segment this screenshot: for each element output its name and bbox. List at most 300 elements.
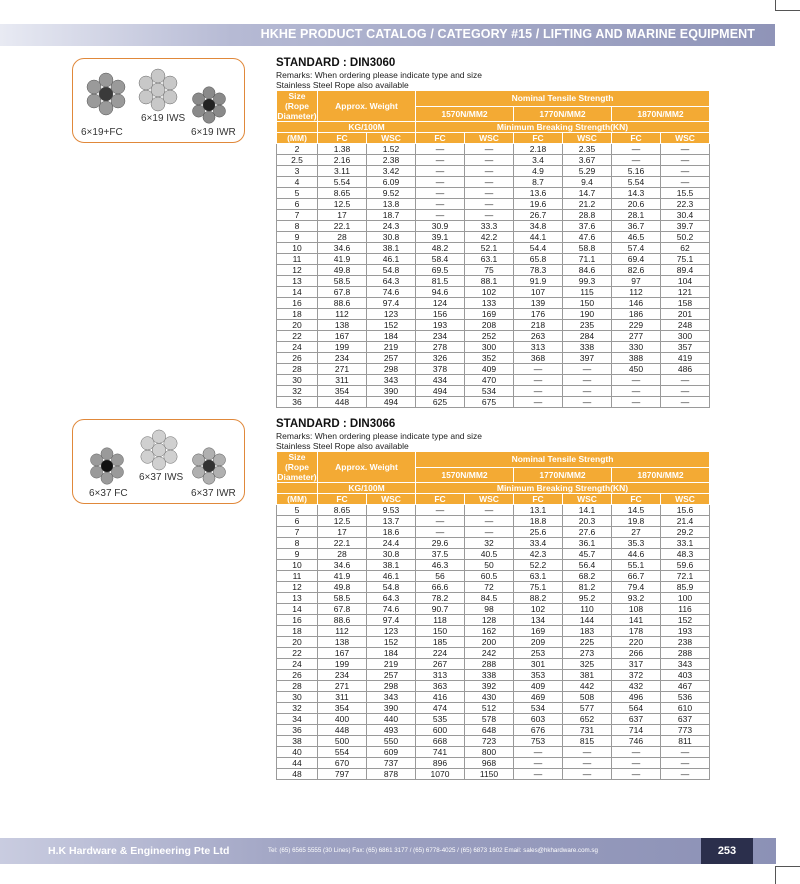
size-cell: 6 <box>277 516 318 527</box>
size-cell: 14 <box>277 287 318 298</box>
value-cell: 44.6 <box>612 549 661 560</box>
value-cell: — <box>465 210 514 221</box>
value-cell: 3.67 <box>563 155 612 166</box>
tensile-header: Nominal Tensile Strength <box>416 452 710 468</box>
value-cell: 112 <box>318 309 367 320</box>
value-cell: 34.6 <box>318 243 367 254</box>
value-cell: 338 <box>563 342 612 353</box>
value-cell: 508 <box>563 692 612 703</box>
table-row <box>277 769 710 780</box>
value-cell: 474 <box>416 703 465 714</box>
rope-type-label: 6×19 IWS <box>141 113 186 124</box>
value-cell: 609 <box>367 747 416 758</box>
value-cell: 317 <box>612 659 661 670</box>
size-header-blank <box>277 483 318 494</box>
table-row <box>277 670 710 681</box>
value-cell: 564 <box>612 703 661 714</box>
value-cell: — <box>661 375 710 386</box>
value-cell: 134 <box>514 615 563 626</box>
value-cell: 30.8 <box>367 549 416 560</box>
value-cell: 746 <box>612 736 661 747</box>
spec-table-din3066 <box>276 451 710 780</box>
value-cell: 20.3 <box>563 516 612 527</box>
value-cell: — <box>514 375 563 386</box>
value-cell: 46.5 <box>612 232 661 243</box>
value-cell: 652 <box>563 714 612 725</box>
value-cell: 97.4 <box>367 298 416 309</box>
value-cell: 577 <box>563 703 612 714</box>
value-cell: 536 <box>661 692 710 703</box>
value-cell: 731 <box>563 725 612 736</box>
remark-text: Stainless Steel Rope also available <box>276 80 409 90</box>
value-cell: 534 <box>514 703 563 714</box>
value-cell: 6.09 <box>367 177 416 188</box>
value-cell: — <box>465 144 514 155</box>
size-cell: 11 <box>277 254 318 265</box>
size-cell: 24 <box>277 659 318 670</box>
value-cell: 298 <box>367 364 416 375</box>
value-cell: — <box>563 364 612 375</box>
value-cell: 84.6 <box>563 265 612 276</box>
value-cell: 54.8 <box>367 265 416 276</box>
value-cell: 288 <box>661 648 710 659</box>
value-cell: — <box>465 166 514 177</box>
value-cell: 28.1 <box>612 210 661 221</box>
rope-type-label: 6×37 IWS <box>139 472 184 483</box>
value-cell: 14.5 <box>612 505 661 516</box>
value-cell: 878 <box>367 769 416 780</box>
size-cell: 30 <box>277 375 318 386</box>
value-cell: 33.1 <box>661 538 710 549</box>
value-cell: 17 <box>318 527 367 538</box>
value-cell: 225 <box>563 637 612 648</box>
size-cell: 10 <box>277 560 318 571</box>
value-cell: — <box>661 769 710 780</box>
rope-type-label: 6×37 FC <box>89 488 128 499</box>
table-row <box>277 364 710 375</box>
value-cell: — <box>416 516 465 527</box>
value-cell: 368 <box>514 353 563 364</box>
value-cell: — <box>661 386 710 397</box>
value-cell: 21.4 <box>661 516 710 527</box>
value-cell: 46.1 <box>367 254 416 265</box>
value-cell: 184 <box>367 331 416 342</box>
table-row <box>277 298 710 309</box>
value-cell: 235 <box>563 320 612 331</box>
value-cell: 578 <box>465 714 514 725</box>
value-cell: 48.2 <box>416 243 465 254</box>
value-cell: 13.6 <box>514 188 563 199</box>
value-cell: 50.2 <box>661 232 710 243</box>
table-row <box>277 243 710 254</box>
value-cell: 534 <box>465 386 514 397</box>
fc-header: FC <box>514 133 563 144</box>
rope-type-label: 6×37 IWR <box>191 488 236 499</box>
value-cell: 24.4 <box>367 538 416 549</box>
fc-header: FC <box>318 494 367 505</box>
wsc-header: WSC <box>661 494 710 505</box>
value-cell: 9.52 <box>367 188 416 199</box>
value-cell: — <box>514 397 563 408</box>
value-cell: 60.5 <box>465 571 514 582</box>
value-cell: 1070 <box>416 769 465 780</box>
spec-table-din3060 <box>276 90 710 408</box>
value-cell: 33.3 <box>465 221 514 232</box>
value-cell: 403 <box>661 670 710 681</box>
value-cell: — <box>563 747 612 758</box>
value-cell: 184 <box>367 648 416 659</box>
size-cell: 8 <box>277 221 318 232</box>
value-cell: 9.4 <box>563 177 612 188</box>
table-row <box>277 232 710 243</box>
value-cell: 21.2 <box>563 199 612 210</box>
value-cell: 271 <box>318 681 367 692</box>
size-cell: 32 <box>277 386 318 397</box>
value-cell: 625 <box>416 397 465 408</box>
value-cell: 28 <box>318 549 367 560</box>
value-cell: 271 <box>318 364 367 375</box>
value-cell: 432 <box>612 681 661 692</box>
value-cell: 968 <box>465 758 514 769</box>
value-cell: 57.4 <box>612 243 661 254</box>
value-cell: 4.9 <box>514 166 563 177</box>
value-cell: 89.4 <box>661 265 710 276</box>
table-row <box>277 615 710 626</box>
value-cell: 90.7 <box>416 604 465 615</box>
value-cell: 63.1 <box>465 254 514 265</box>
value-cell: 42.3 <box>514 549 563 560</box>
value-cell: — <box>612 747 661 758</box>
value-cell: 49.8 <box>318 582 367 593</box>
value-cell: 381 <box>563 670 612 681</box>
value-cell: 138 <box>318 637 367 648</box>
table-row <box>277 659 710 670</box>
table-row <box>277 144 710 155</box>
value-cell: 34.6 <box>318 560 367 571</box>
size-cell: 12 <box>277 582 318 593</box>
value-cell: 45.7 <box>563 549 612 560</box>
value-cell: 82.6 <box>612 265 661 276</box>
value-cell: 38.1 <box>367 560 416 571</box>
value-cell: 494 <box>367 397 416 408</box>
size-cell: 44 <box>277 758 318 769</box>
table-row <box>277 265 710 276</box>
value-cell: 257 <box>367 670 416 681</box>
value-cell: 5.29 <box>563 166 612 177</box>
value-cell: 37.5 <box>416 549 465 560</box>
value-cell: 15.6 <box>661 505 710 516</box>
value-cell: — <box>514 364 563 375</box>
value-cell: 88.1 <box>465 276 514 287</box>
value-cell: 40.5 <box>465 549 514 560</box>
crop-mark <box>775 866 776 884</box>
value-cell: 409 <box>514 681 563 692</box>
value-cell: 46.1 <box>367 571 416 582</box>
size-cell: 3 <box>277 166 318 177</box>
value-cell: 2.35 <box>563 144 612 155</box>
value-cell: 22.1 <box>318 538 367 549</box>
value-cell: 17 <box>318 210 367 221</box>
value-cell: — <box>514 769 563 780</box>
value-cell: 115 <box>563 287 612 298</box>
size-cell: 11 <box>277 571 318 582</box>
value-cell: 263 <box>514 331 563 342</box>
value-cell: 5.54 <box>612 177 661 188</box>
table-row <box>277 736 710 747</box>
value-cell: 218 <box>514 320 563 331</box>
value-cell: 59.6 <box>661 560 710 571</box>
value-cell: 301 <box>514 659 563 670</box>
value-cell: 38.1 <box>367 243 416 254</box>
value-cell: 234 <box>318 353 367 364</box>
value-cell: 300 <box>661 331 710 342</box>
size-cell: 18 <box>277 626 318 637</box>
crop-mark <box>775 10 800 11</box>
value-cell: — <box>612 375 661 386</box>
remark-text: Remarks: When ordering please indicate type and size <box>276 70 482 80</box>
table-row <box>277 353 710 364</box>
size-cell: 48 <box>277 769 318 780</box>
value-cell: 354 <box>318 703 367 714</box>
value-cell: 714 <box>612 725 661 736</box>
value-cell: 91.9 <box>514 276 563 287</box>
value-cell: 753 <box>514 736 563 747</box>
value-cell: 121 <box>661 287 710 298</box>
table-row <box>277 538 710 549</box>
value-cell: 144 <box>563 615 612 626</box>
table-row <box>277 155 710 166</box>
value-cell: 600 <box>416 725 465 736</box>
size-cell: 7 <box>277 210 318 221</box>
value-cell: 67.8 <box>318 287 367 298</box>
value-cell: 234 <box>416 331 465 342</box>
size-cell: 9 <box>277 232 318 243</box>
value-cell: 741 <box>416 747 465 758</box>
grade-header: 1570N/MM2 <box>416 467 514 483</box>
value-cell: 442 <box>563 681 612 692</box>
value-cell: 27 <box>612 527 661 538</box>
value-cell: 494 <box>416 386 465 397</box>
value-cell: 199 <box>318 342 367 353</box>
value-cell: 190 <box>563 309 612 320</box>
value-cell: 512 <box>465 703 514 714</box>
value-cell: 3.11 <box>318 166 367 177</box>
size-cell: 2 <box>277 144 318 155</box>
value-cell: 500 <box>318 736 367 747</box>
value-cell: 29.6 <box>416 538 465 549</box>
contact-info: Tel: (65) 6565 5555 (30 Lines) Fax: (65) 6861 3177 / (65) 6778-4025 / (65) 6873 1602 Email: sales@hkhardware.com.sg <box>268 847 598 854</box>
value-cell: 419 <box>661 353 710 364</box>
size-cell: 26 <box>277 670 318 681</box>
value-cell: 448 <box>318 725 367 736</box>
value-cell: 152 <box>661 615 710 626</box>
value-cell: 363 <box>416 681 465 692</box>
size-cell: 22 <box>277 331 318 342</box>
mm-header: (MM) <box>277 494 318 505</box>
value-cell: 55.1 <box>612 560 661 571</box>
value-cell: 637 <box>612 714 661 725</box>
value-cell: 79.4 <box>612 582 661 593</box>
value-cell: 35.3 <box>612 538 661 549</box>
table-row <box>277 188 710 199</box>
value-cell: 469 <box>514 692 563 703</box>
value-cell: 69.5 <box>416 265 465 276</box>
size-cell: 34 <box>277 714 318 725</box>
value-cell: 139 <box>514 298 563 309</box>
value-cell: 18.6 <box>367 527 416 538</box>
table-row <box>277 703 710 714</box>
size-cell: 6 <box>277 199 318 210</box>
value-cell: 133 <box>465 298 514 309</box>
value-cell: 352 <box>465 353 514 364</box>
value-cell: 13.8 <box>367 199 416 210</box>
fc-header: FC <box>612 133 661 144</box>
table-row <box>277 516 710 527</box>
value-cell: 112 <box>318 626 367 637</box>
value-cell: — <box>416 144 465 155</box>
value-cell: 493 <box>367 725 416 736</box>
size-cell: 20 <box>277 320 318 331</box>
table-row <box>277 714 710 725</box>
value-cell: 107 <box>514 287 563 298</box>
value-cell: 41.9 <box>318 254 367 265</box>
table-row <box>277 648 710 659</box>
value-cell: — <box>661 144 710 155</box>
rope-iws-icon <box>137 428 181 472</box>
size-cell: 22 <box>277 648 318 659</box>
value-cell: 33.4 <box>514 538 563 549</box>
value-cell: 13.7 <box>367 516 416 527</box>
value-cell: 88.6 <box>318 298 367 309</box>
crop-mark <box>775 0 776 10</box>
value-cell: 13.1 <box>514 505 563 516</box>
value-cell: 112 <box>612 287 661 298</box>
value-cell: 58.4 <box>416 254 465 265</box>
table-row <box>277 560 710 571</box>
value-cell: 200 <box>465 637 514 648</box>
size-cell: 10 <box>277 243 318 254</box>
value-cell: 78.2 <box>416 593 465 604</box>
value-cell: 242 <box>465 648 514 659</box>
value-cell: 18.7 <box>367 210 416 221</box>
value-cell: 416 <box>416 692 465 703</box>
value-cell: 78.3 <box>514 265 563 276</box>
value-cell: 64.3 <box>367 593 416 604</box>
table-row <box>277 221 710 232</box>
table-row <box>277 309 710 320</box>
value-cell: 108 <box>612 604 661 615</box>
value-cell: 648 <box>465 725 514 736</box>
value-cell: 25.6 <box>514 527 563 538</box>
value-cell: 326 <box>416 353 465 364</box>
wsc-header: WSC <box>367 133 416 144</box>
value-cell: 199 <box>318 659 367 670</box>
value-cell: 141 <box>612 615 661 626</box>
fc-header: FC <box>514 494 563 505</box>
value-cell: 353 <box>514 670 563 681</box>
value-cell: 178 <box>612 626 661 637</box>
value-cell: 37.6 <box>563 221 612 232</box>
value-cell: 169 <box>465 309 514 320</box>
value-cell: 5.54 <box>318 177 367 188</box>
fc-header: FC <box>318 133 367 144</box>
table-row <box>277 725 710 736</box>
value-cell: 97 <box>612 276 661 287</box>
rope-fc-icon <box>87 446 127 486</box>
value-cell: 201 <box>661 309 710 320</box>
value-cell: 75.1 <box>514 582 563 593</box>
size-cell: 36 <box>277 397 318 408</box>
value-cell: 311 <box>318 692 367 703</box>
table-row <box>277 331 710 342</box>
table-row <box>277 593 710 604</box>
value-cell: 100 <box>661 593 710 604</box>
weight-header: Approx. Weight <box>318 452 416 483</box>
value-cell: — <box>612 769 661 780</box>
value-cell: 152 <box>367 320 416 331</box>
value-cell: 75 <box>465 265 514 276</box>
value-cell: 354 <box>318 386 367 397</box>
table-row <box>277 342 710 353</box>
value-cell: 2.38 <box>367 155 416 166</box>
value-cell: 675 <box>465 397 514 408</box>
value-cell: 44.1 <box>514 232 563 243</box>
value-cell: 74.6 <box>367 604 416 615</box>
standard-title: STANDARD : DIN3066 <box>276 418 396 430</box>
value-cell: 390 <box>367 703 416 714</box>
rope-iws-icon <box>135 67 181 113</box>
value-cell: 156 <box>416 309 465 320</box>
size-cell: 7 <box>277 527 318 538</box>
size-cell: 13 <box>277 276 318 287</box>
value-cell: 392 <box>465 681 514 692</box>
size-cell: 40 <box>277 747 318 758</box>
size-cell: 13 <box>277 593 318 604</box>
value-cell: 58.5 <box>318 276 367 287</box>
size-header: Size (Rope Diameter) <box>277 91 317 121</box>
value-cell: 30.8 <box>367 232 416 243</box>
value-cell: 229 <box>612 320 661 331</box>
size-header: Size (Rope Diameter) <box>277 452 317 482</box>
value-cell: 8.65 <box>318 188 367 199</box>
wsc-header: WSC <box>465 494 514 505</box>
value-cell: — <box>563 397 612 408</box>
value-cell: 32 <box>465 538 514 549</box>
value-cell: 409 <box>465 364 514 375</box>
size-cell: 2.5 <box>277 155 318 166</box>
rope-fc-icon <box>83 71 129 117</box>
grade-header: 1770N/MM2 <box>514 106 612 122</box>
size-cell: 8 <box>277 538 318 549</box>
value-cell: 284 <box>563 331 612 342</box>
value-cell: 169 <box>514 626 563 637</box>
value-cell: 815 <box>563 736 612 747</box>
value-cell: — <box>661 747 710 758</box>
value-cell: — <box>416 166 465 177</box>
value-cell: 74.6 <box>367 287 416 298</box>
size-cell: 16 <box>277 615 318 626</box>
rope-type-label: 6×19+FC <box>81 127 123 138</box>
table-row <box>277 747 710 758</box>
remark-text: Remarks: When ordering please indicate type and size <box>276 431 482 441</box>
rope-image-card-din3060 <box>72 58 245 143</box>
table-row <box>277 166 710 177</box>
value-cell: 434 <box>416 375 465 386</box>
breaking-header: Minimum Breaking Strength(KN) <box>416 483 710 494</box>
table-row <box>277 505 710 516</box>
value-cell: 535 <box>416 714 465 725</box>
value-cell: 20.6 <box>612 199 661 210</box>
